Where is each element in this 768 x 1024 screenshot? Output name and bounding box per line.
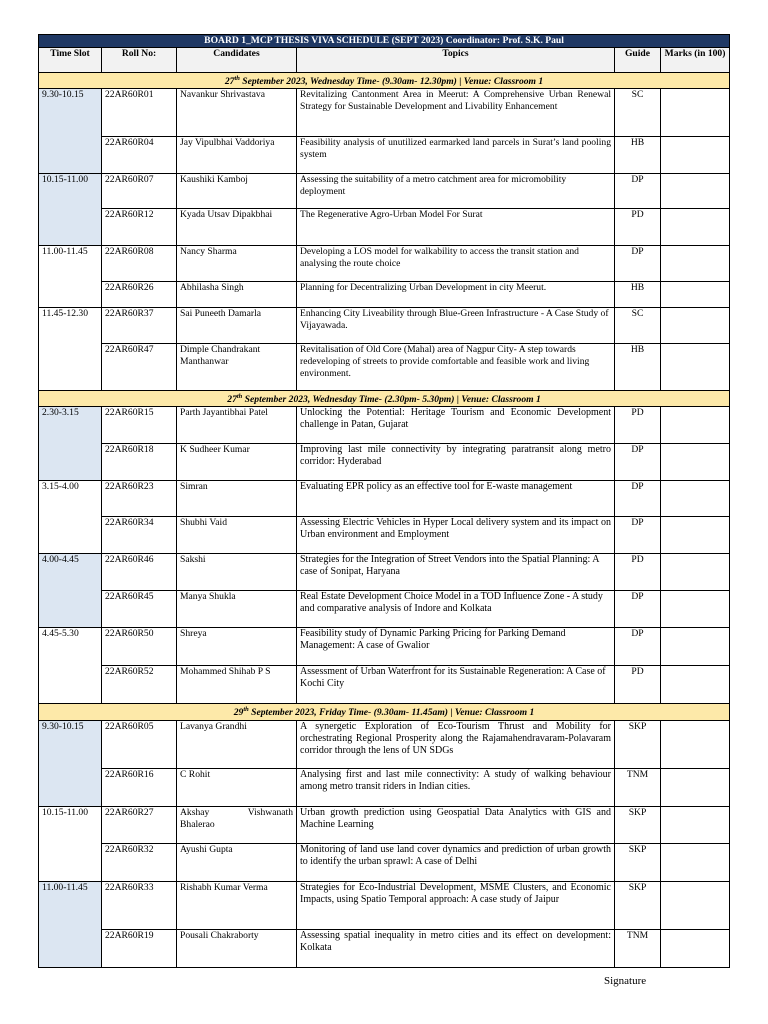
time-slot-cell: 10.15-11.00 (39, 174, 102, 246)
candidate-row (39, 666, 730, 704)
marks-cell[interactable] (661, 929, 730, 967)
guide-cell: TNM (615, 929, 661, 967)
board-title: BOARD 1_MCP THESIS VIVA SCHEDULE (SEPT 2023) Coordinator: Prof. S.K. Paul (39, 35, 730, 48)
guide-cell: SC (615, 308, 661, 344)
roll-no-cell: 22AR60R37 (102, 308, 177, 344)
topic-cell: Assessing spatial inequality in metro cities and its effect on development: Kolkata (297, 929, 615, 967)
candidate-name-cell: Sakshi (177, 554, 297, 591)
guide-cell: DP (615, 591, 661, 628)
guide-cell: DP (615, 517, 661, 554)
guide-cell: SC (615, 89, 661, 137)
roll-no-cell: 22AR60R12 (102, 209, 177, 246)
topic-cell: Improving last mile connectivity by integrating paratransit along metro corridor: Hyderabad (297, 444, 615, 481)
candidate-row (39, 282, 730, 308)
roll-no-cell: 22AR60R19 (102, 929, 177, 967)
roll-no-cell: 22AR60R01 (102, 89, 177, 137)
session-header (39, 73, 730, 89)
guide-cell: DP (615, 444, 661, 481)
topic-cell: Feasibility analysis of unutilized earmarked land parcels in Surat’s land pooling system (297, 137, 615, 174)
candidate-row (39, 768, 730, 806)
roll-no-cell: 22AR60R23 (102, 481, 177, 517)
candidate-name-cell: Akshay Vishwanath Bhalerao (177, 806, 297, 843)
time-slot-cell: 10.15-11.00 (39, 806, 102, 881)
candidate-row (39, 517, 730, 554)
marks-cell[interactable] (661, 444, 730, 481)
time-slot-cell: 9.30-10.15 (39, 720, 102, 806)
col-header-candidates: Candidates (177, 48, 297, 73)
session-day-suffix: th (236, 393, 243, 401)
marks-cell[interactable] (661, 768, 730, 806)
col-header-topics: Topics (297, 48, 615, 73)
candidate-name-cell: Nancy Sharma (177, 246, 297, 282)
roll-no-cell: 22AR60R18 (102, 444, 177, 481)
topic-cell: Revitalizing Cantonment Area in Meerut: A Comprehensive Urban Renewal Strategy for Sustainable Development and Livability Enhancement (297, 89, 615, 137)
guide-cell: PD (615, 407, 661, 444)
marks-cell[interactable] (661, 209, 730, 246)
session-details: September 2023, Wednesday Time- (2.30pm- 5.30pm) | Venue: Classroom 1 (242, 394, 541, 406)
signature-label: Signature (604, 975, 647, 987)
candidate-row (39, 881, 730, 929)
candidate-row (39, 246, 730, 282)
session-header-row (39, 391, 730, 407)
marks-cell[interactable] (661, 308, 730, 344)
session-day: 29 (233, 707, 244, 719)
guide-cell: PD (615, 209, 661, 246)
col-header-time-slot: Time Slot (39, 48, 102, 73)
topic-cell: The Regenerative Agro-Urban Model For Surat (297, 209, 615, 246)
roll-no-cell: 22AR60R04 (102, 137, 177, 174)
marks-cell[interactable] (661, 881, 730, 929)
topic-cell: Assessing the suitability of a metro catchment area for micromobility deployment (297, 174, 615, 209)
session-header (39, 704, 730, 720)
candidate-name-cell: Parth Jayantibhai Patel (177, 407, 297, 444)
viva-schedule-table (38, 34, 730, 968)
candidate-name-cell: K Sudheer Kumar (177, 444, 297, 481)
candidate-row (39, 720, 730, 768)
guide-cell: HB (615, 344, 661, 391)
session-header (39, 391, 730, 407)
candidate-row (39, 89, 730, 137)
candidate-name-cell: Simran (177, 481, 297, 517)
guide-cell: PD (615, 666, 661, 704)
topic-cell: Analysing first and last mile connectivity: A study of walking behaviour among metro transit riders in Indian cities. (297, 768, 615, 806)
guide-cell: DP (615, 628, 661, 666)
col-header-marks: Marks (in 100) (661, 48, 730, 73)
candidate-row (39, 344, 730, 391)
roll-no-cell: 22AR60R33 (102, 881, 177, 929)
candidate-name-cell: Abhilasha Singh (177, 282, 297, 308)
topic-cell: Urban growth prediction using Geospatial Data Analytics with GIS and Machine Learning (297, 806, 615, 843)
session-header-row (39, 704, 730, 720)
roll-no-cell: 22AR60R52 (102, 666, 177, 704)
candidate-row (39, 308, 730, 344)
marks-cell[interactable] (661, 282, 730, 308)
candidate-row (39, 554, 730, 591)
session-details: September 2023, Friday Time- (9.30am- 11.45am) | Venue: Classroom 1 (248, 707, 535, 719)
roll-no-cell: 22AR60R27 (102, 806, 177, 843)
session-details: September 2023, Wednesday Time- (9.30am- 12.30pm) | Venue: Classroom 1 (239, 76, 544, 88)
topic-cell: Unlocking the Potential: Heritage Tourism and Economic Development challenge in Patan, Gujarat (297, 407, 615, 444)
candidate-name-cell: Jay Vipulbhai Vaddoriya (177, 137, 297, 174)
candidate-name-cell: Ayushi Gupta (177, 843, 297, 881)
marks-cell[interactable] (661, 89, 730, 137)
marks-cell[interactable] (661, 344, 730, 391)
roll-no-cell: 22AR60R26 (102, 282, 177, 308)
topic-cell: Planning for Decentralizing Urban Development in city Meerut. (297, 282, 615, 308)
time-slot-cell: 4.45-5.30 (39, 628, 102, 704)
guide-cell: SKP (615, 806, 661, 843)
topic-cell: Strategies for Eco-Industrial Development, MSME Clusters, and Economic Impacts, using Spatio Temporal approach: A case study of Jaipur (297, 881, 615, 929)
time-slot-cell: 11.00-11.45 (39, 881, 102, 967)
guide-cell: SKP (615, 881, 661, 929)
topic-cell: Real Estate Development Choice Model in a TOD Influence Zone - A study and comparative analysis of Indore and Kolkata (297, 591, 615, 628)
roll-no-cell: 22AR60R08 (102, 246, 177, 282)
topic-cell: Assessing Electric Vehicles in Hyper Local delivery system and its impact on Urban environment and Employment (297, 517, 615, 554)
roll-no-cell: 22AR60R15 (102, 407, 177, 444)
guide-cell: HB (615, 137, 661, 174)
marks-cell[interactable] (661, 591, 730, 628)
guide-cell: SKP (615, 843, 661, 881)
roll-no-cell: 22AR60R16 (102, 768, 177, 806)
topic-cell: Feasibility study of Dynamic Parking Pricing for Parking Demand Management: A case of Gwalior (297, 628, 615, 666)
time-slot-cell: 2.30-3.15 (39, 407, 102, 481)
time-slot-cell: 9.30-10.15 (39, 89, 102, 174)
topic-cell: Developing a LOS model for walkability to access the transit station and analysing the route choice (297, 246, 615, 282)
guide-cell: DP (615, 481, 661, 517)
time-slot-cell: 11.00-11.45 (39, 246, 102, 308)
topic-cell: A synergetic Exploration of Eco-Tourism Thrust and Mobility for orchestrating Regional Prosperity along the Rajamahendravaram-Polavaram corridor through the lens of UN SDGs (297, 720, 615, 768)
roll-no-cell: 22AR60R46 (102, 554, 177, 591)
topic-cell: Enhancing City Liveability through Blue-Green Infrastructure - A Case Study of Vijayawada. (297, 308, 615, 344)
topic-cell: Evaluating EPR policy as an effective tool for E-waste management (297, 481, 615, 517)
guide-cell: TNM (615, 768, 661, 806)
marks-cell[interactable] (661, 246, 730, 282)
candidate-row (39, 481, 730, 517)
roll-no-cell: 22AR60R47 (102, 344, 177, 391)
session-day-suffix: th (243, 706, 249, 714)
candidate-row (39, 628, 730, 666)
roll-no-cell: 22AR60R32 (102, 843, 177, 881)
session-day: 27 (227, 394, 237, 406)
candidate-name-cell: Sai Puneeth Damarla (177, 308, 297, 344)
marks-cell[interactable] (661, 843, 730, 881)
candidate-name-cell: Shreya (177, 628, 297, 666)
marks-cell[interactable] (661, 806, 730, 843)
candidate-name-cell: Dimple Chandrakant Manthanwar (177, 344, 297, 391)
topic-cell: Monitoring of land use land cover dynamics and prediction of urban growth to identify the urban sprawl: A case of Delhi (297, 843, 615, 881)
topic-cell: Strategies for the Integration of Street Vendors into the Spatial Planning: A case of Sonipat, Haryana (297, 554, 615, 591)
marks-cell[interactable] (661, 720, 730, 768)
marks-cell[interactable] (661, 666, 730, 704)
guide-cell: DP (615, 246, 661, 282)
col-header-roll-no: Roll No: (102, 48, 177, 73)
roll-no-cell: 22AR60R50 (102, 628, 177, 666)
guide-cell: DP (615, 174, 661, 209)
session-header-row (39, 73, 730, 89)
guide-cell: HB (615, 282, 661, 308)
time-slot-cell: 11.45-12.30 (39, 308, 102, 391)
time-slot-cell: 4.00-4.45 (39, 554, 102, 628)
marks-cell[interactable] (661, 554, 730, 591)
col-header-guide: Guide (615, 48, 661, 73)
candidate-row (39, 137, 730, 174)
marks-cell[interactable] (661, 517, 730, 554)
candidate-row (39, 407, 730, 444)
candidate-name-cell: Kyada Utsav Dipakbhai (177, 209, 297, 246)
roll-no-cell: 22AR60R34 (102, 517, 177, 554)
marks-cell[interactable] (661, 407, 730, 444)
candidate-name-cell: Manya Shukla (177, 591, 297, 628)
candidate-row (39, 591, 730, 628)
topic-cell: Revitalisation of Old Core (Mahal) area of Nagpur City- A step towards redeveloping of streets to provide comfortable and feasible work and living environment. (297, 344, 615, 391)
candidate-name-cell: Shubhi Vaid (177, 517, 297, 554)
roll-no-cell: 22AR60R05 (102, 720, 177, 768)
candidate-name-cell: Rishabh Kumar Verma (177, 881, 297, 929)
candidate-name-cell: C Rohit (177, 768, 297, 806)
candidate-row (39, 209, 730, 246)
marks-cell[interactable] (661, 174, 730, 209)
candidate-row (39, 929, 730, 967)
time-slot-cell: 3.15-4.00 (39, 481, 102, 554)
candidate-name-cell: Kaushiki Kamboj (177, 174, 297, 209)
session-day: 27 (224, 76, 235, 88)
candidate-name-cell: Mohammed Shihab P S (177, 666, 297, 704)
candidate-name-cell: Pousali Chakraborty (177, 929, 297, 967)
roll-no-cell: 22AR60R45 (102, 591, 177, 628)
candidate-name-cell: Navankur Shrivastava (177, 89, 297, 137)
marks-cell[interactable] (661, 137, 730, 174)
roll-no-cell: 22AR60R07 (102, 174, 177, 209)
session-day-suffix: th (234, 75, 240, 82)
candidate-row (39, 806, 730, 843)
candidate-row (39, 174, 730, 209)
candidate-row (39, 843, 730, 881)
topic-cell: Assessment of Urban Waterfront for its Sustainable Regeneration: A Case of Kochi City (297, 666, 615, 704)
guide-cell: PD (615, 554, 661, 591)
candidate-row (39, 444, 730, 481)
marks-cell[interactable] (661, 628, 730, 666)
marks-cell[interactable] (661, 481, 730, 517)
candidate-name-cell: Lavanya Grandhi (177, 720, 297, 768)
guide-cell: SKP (615, 720, 661, 768)
